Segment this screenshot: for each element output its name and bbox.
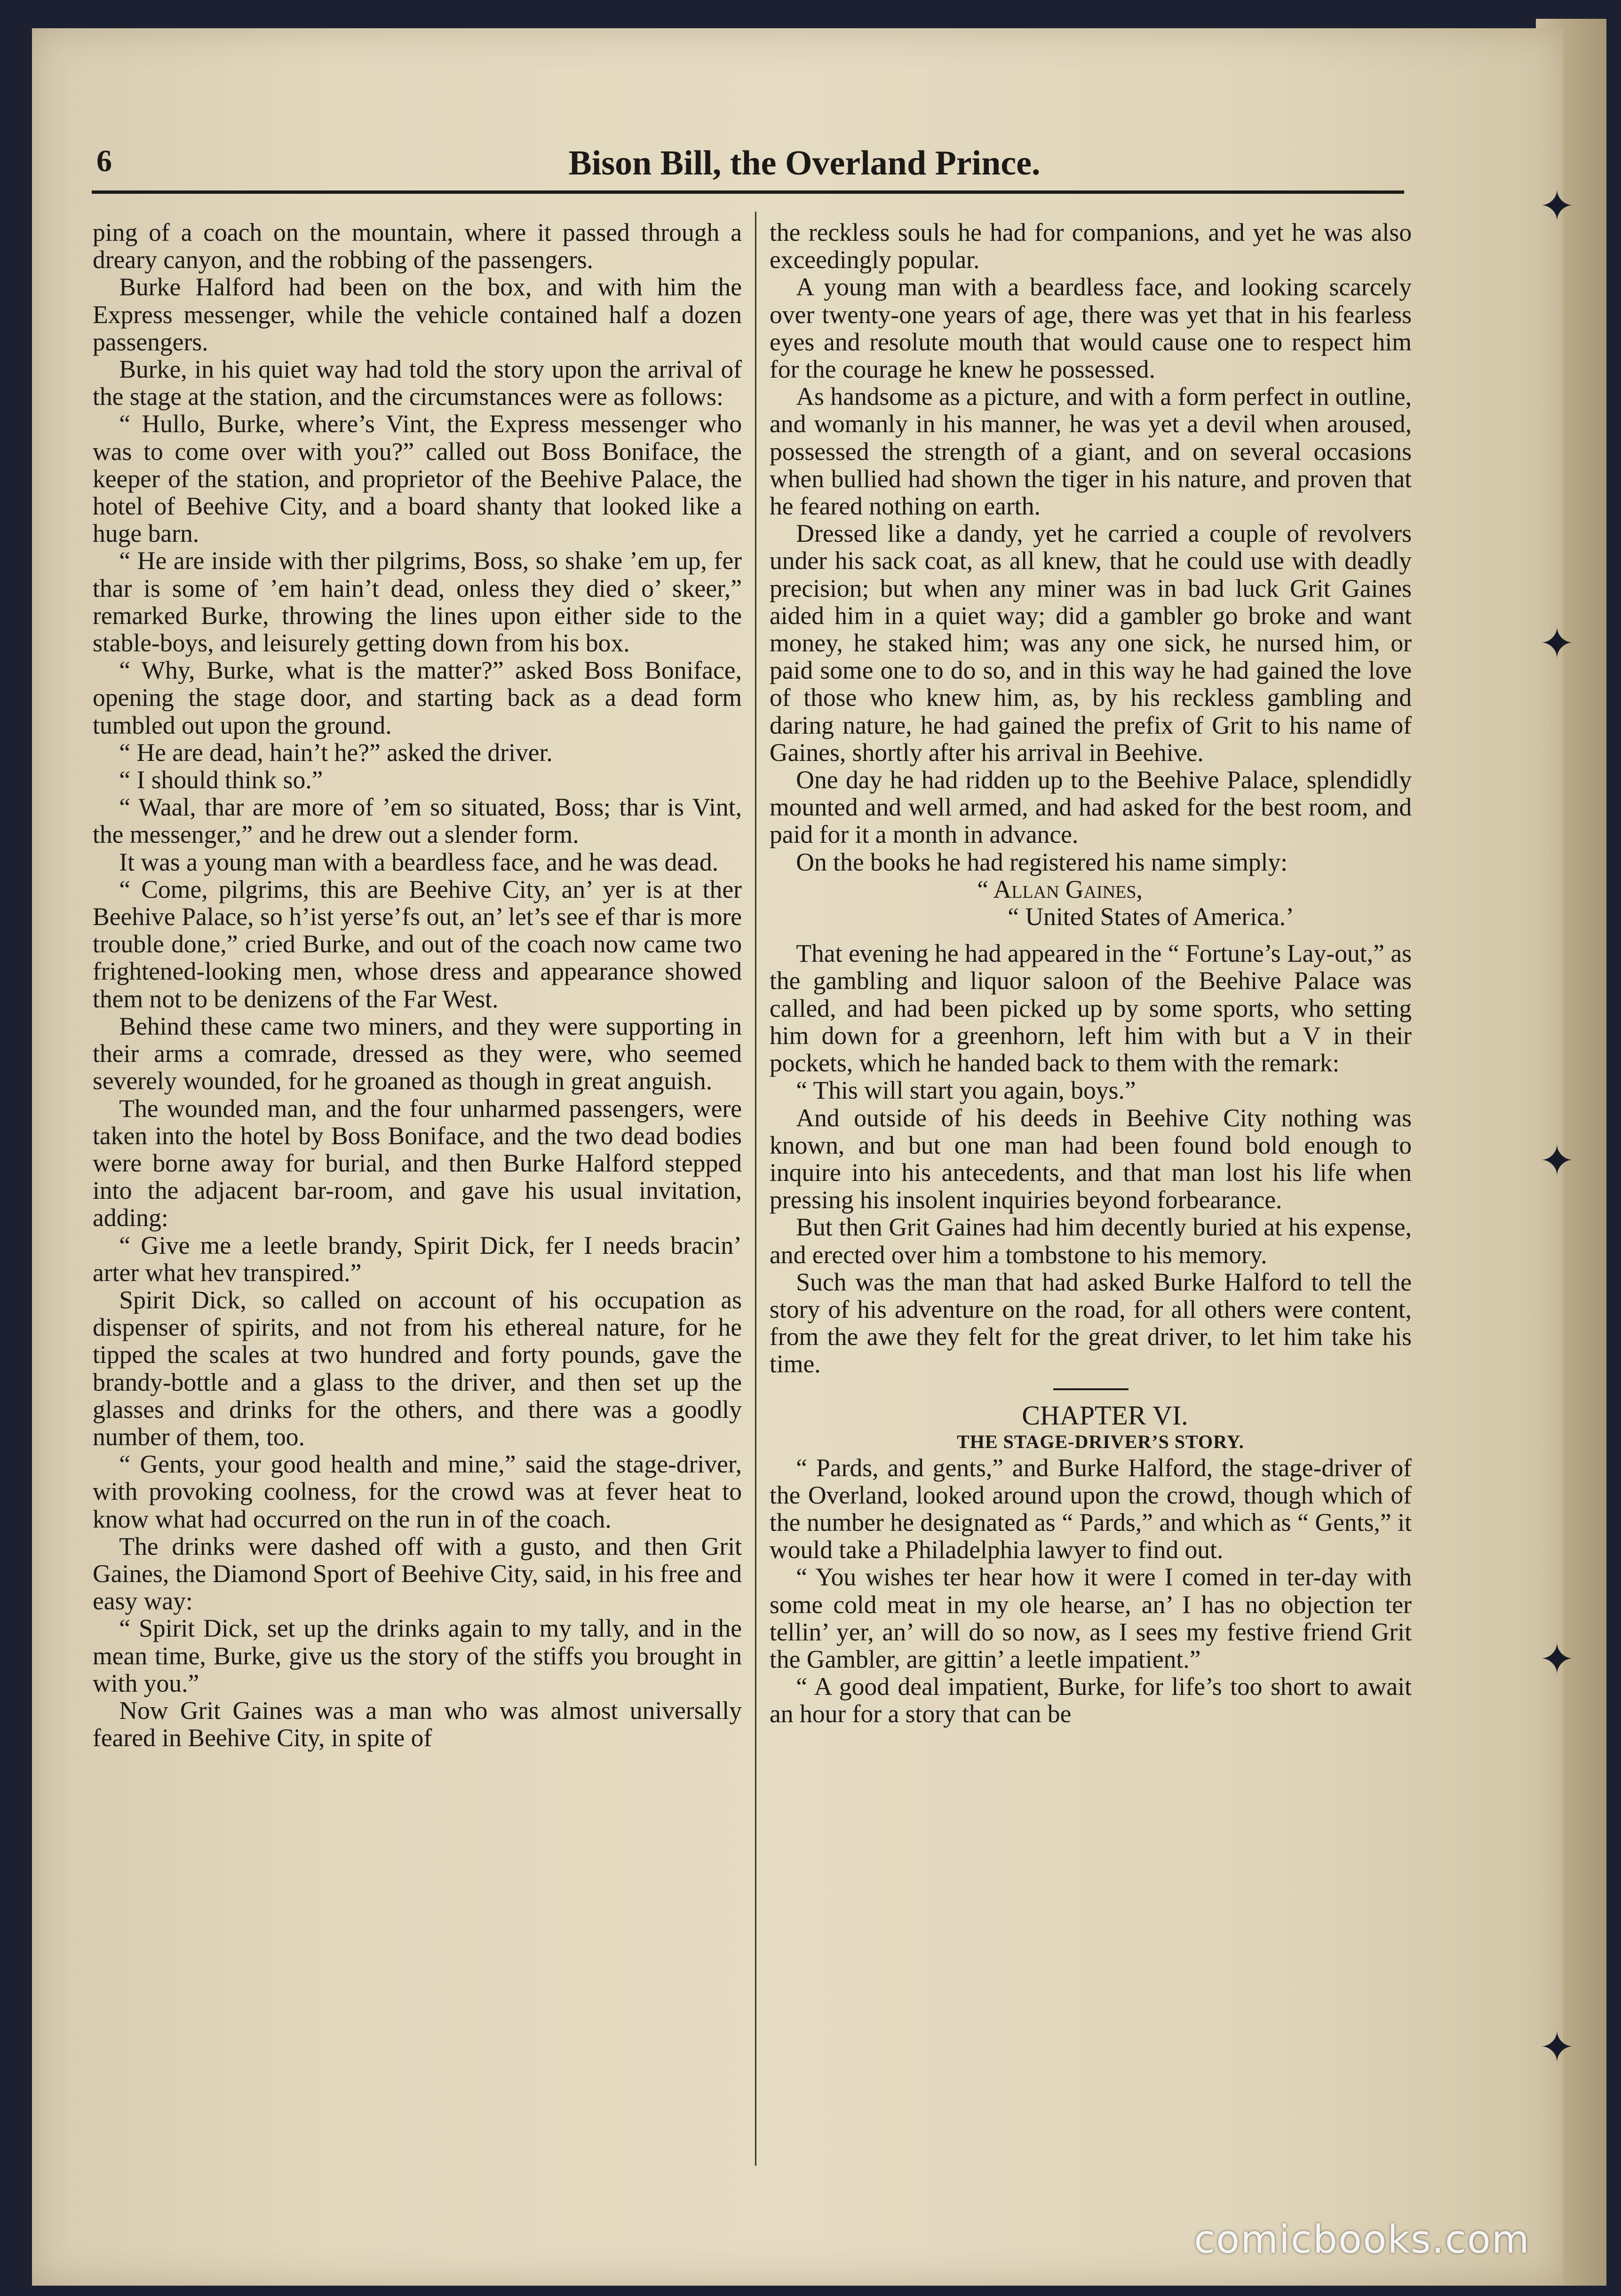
running-title: Bison Bill, the Overland Prince. — [568, 144, 1041, 182]
paragraph: Such was the man that had asked Burke Halford to tell the story of his adventure on the road, for all others were content, from the awe they felt for the great driver, to let him take his time. — [770, 1267, 1412, 1378]
page-number: 6 — [96, 144, 112, 178]
paragraph: “ I should think so.” — [119, 766, 323, 794]
paragraph: It was a young man with a beardless face, and he was dead. — [119, 847, 719, 876]
section-rule — [1053, 1388, 1128, 1390]
binding-hole: ✦ — [1539, 1637, 1575, 1683]
paragraph: “ This will start you again, boys.” — [796, 1076, 1136, 1105]
paragraph: On the books he had registered his name simply: — [796, 847, 1288, 876]
chapter-number: CHAPTER VI. — [1022, 1400, 1188, 1431]
binding-hole: ✦ — [1539, 2025, 1575, 2071]
paragraph: Behind these came two miners, and they were supporting in their arms a comrade, dressed as they were, who seemed severely wounded, for he groaned as though in great anguish. — [93, 1012, 742, 1095]
right-column — [770, 219, 1412, 1728]
paragraph: “ He are inside with ther pilgrims, Boss, so shake ’em up, fer thar is some of ’em hain’t dead, onless they died o’ skeer,” remarked Burke, throwing the lines upon either side to the stable-boys, and leisurely getting down from his box. — [93, 546, 742, 657]
paragraph: “ He are dead, hain’t he?” asked the driver. — [119, 738, 553, 767]
paragraph: ping of a coach on the mountain, where it passed through a dreary canyon, and the robbing of the passengers. — [93, 218, 742, 274]
paragraph: The drinks were dashed off with a gusto, and then Grit Gaines, the Diamond Sport of Beehive City, said, in his free and easy way: — [93, 1532, 742, 1615]
paragraph: “ Come, pilgrims, this are Beehive City, an’ yer is at ther Beehive Palace, so h’ist yerse’fs out, an’ let’s see ef thar is more trouble done,” cried Burke, and out of the coach now came two frightened-looking men, whose dress and appearance showed them not to be denizens of the Far West. — [93, 875, 742, 1013]
paragraph: “ A good deal impatient, Burke, for life’s too short to await an hour for a story that can be — [770, 1672, 1412, 1728]
paragraph: That evening he had appeared in the “ Fortune’s Lay-out,” as the gambling and liquor saloon of the Beehive Palace was called, and had been picked up by some sports, who setting him down for a greenhorn, left him with but a V in their pockets, which he handed back to them with the remark: — [770, 939, 1412, 1077]
paragraph: And outside of his deeds in Beehive City nothing was known, and but one man had been found bold enough to inquire into his antecedents, and that man lost his life when pressing his insolent inquiries beyond forbearance. — [770, 1103, 1412, 1214]
watermark: comicbooks.com — [1194, 2217, 1530, 2262]
paragraph: Burke Halford had been on the box, and with him the Express messenger, while the vehicle contained half a dozen passengers. — [93, 273, 742, 356]
binding-hole: ✦ — [1539, 183, 1575, 230]
paragraph: The wounded man, and the four unharmed passengers, were taken into the hotel by Boss Boniface, and the two dead bodies were borne away for burial, and then Burke Halford stepped into the adjacent bar-room, and gave his usual invitation, adding: — [93, 1094, 742, 1232]
paragraph: “ Why, Burke, what is the matter?” asked Boss Boniface, opening the stage door, and starting back as a dead form tumbled out upon the ground. — [93, 656, 742, 739]
paragraph: “ Give me a leetle brandy, Spirit Dick, fer I needs bracin’ arter what hev transpired.” — [93, 1231, 742, 1287]
paragraph: Spirit Dick, so called on account of his occupation as dispenser of spirits, and not from his ethereal nature, for he tipped the scales at two hundred and forty pounds, gave the brandy-bottle and a glass to the driver, and then set up the glasses and drinks for the others, and there was a goodly number of them, too. — [93, 1285, 742, 1451]
paragraph: One day he had ridden up to the Beehive Palace, splendidly mounted and well armed, and had asked for the best room, and paid for it a month in advance. — [770, 766, 1412, 849]
paragraph: Now Grit Gaines was a man who was almost universally feared in Beehive City, in spite of — [93, 1696, 742, 1752]
paragraph: Burke, in his quiet way had told the story upon the arrival of the stage at the station, and the circumstances were as follows: — [93, 355, 742, 411]
register-name: “ Allan Gaines, — [977, 875, 1143, 903]
chapter-title: THE STAGE-DRIVER’S STORY. — [957, 1431, 1244, 1452]
paragraph: Dressed like a dandy, yet he carried a couple of revolvers under his sack coat, as all knew, that he could use with deadly precision; but when any miner was in bad luck Grit Gaines aided him in a quiet way; did a gambler go broke and want money, he staked him; was any one sick, he nursed him, or paid some one to do so, and in this way he had gained the love of those who knew him, as, by his reckless gambling and daring nature, he had gained the prefix of Grit to his name of Gaines, shortly after his arrival in Beehive. — [770, 519, 1412, 767]
paragraph: “ Spirit Dick, set up the drinks again to my tally, and in the mean time, Burke, give us the story of the stiffs you brought in with you.” — [93, 1614, 742, 1697]
paragraph: the reckless souls he had for companions, and yet he was also exceedingly popular. — [770, 218, 1412, 274]
paragraph: But then Grit Gaines had him decently buried at his expense, and erected over him a tombstone to his memory. — [770, 1213, 1412, 1269]
page-header — [92, 134, 1404, 194]
register-place: “ United States of America.’ — [1008, 903, 1294, 931]
paragraph: A young man with a beardless face, and looking scarcely over twenty-one years of age, there was yet that in his fearless eyes and resolute mouth that would cause one to respect him for the courage he knew he possessed. — [770, 273, 1412, 384]
paragraph: “ Gents, your good health and mine,” said the stage-driver, with provoking coolness, for the crowd was at fever heat to know what had occurred on the run in of the coach. — [93, 1450, 742, 1533]
paragraph: “ You wishes ter hear how it were I comed in ter-day with some cold meat in my ole hearse, an’ I has no objection ter tellin’ yer, an’ will do so now, as I sees my festive friend Grit the Gambler, are gittin’ a leetle impatient.” — [770, 1563, 1412, 1673]
binding-hole: ✦ — [1539, 621, 1575, 667]
left-column — [93, 219, 742, 1751]
binding-hole: ✦ — [1539, 1138, 1575, 1185]
paragraph: As handsome as a picture, and with a form perfect in outline, and womanly in his manner, he was yet a devil when aroused, possessed the strength of a giant, and on several occasions when bullied had shown the tiger in his nature, and proven that he feared nothing on earth. — [770, 382, 1412, 521]
paragraph: “ Waal, thar are more of ’em so situated, Boss; thar is Vint, the messenger,” and he drew out a slender form. — [93, 793, 742, 849]
column-divider — [755, 212, 756, 2166]
paragraph: “ Pards, and gents,” and Burke Halford, the stage-driver of the Overland, looked around upon the crowd, though which of the number he designated as “ Pards,” and which as “ Gents,” it would take a Philadelphia lawyer to find out. — [770, 1453, 1412, 1564]
paragraph: “ Hullo, Burke, where’s Vint, the Express messenger who was to come over with you?” called out Boss Boniface, the keeper of the station, and proprietor of the Beehive Palace, the hotel of Beehive City, and a board shanty that looked like a huge barn. — [93, 410, 742, 548]
